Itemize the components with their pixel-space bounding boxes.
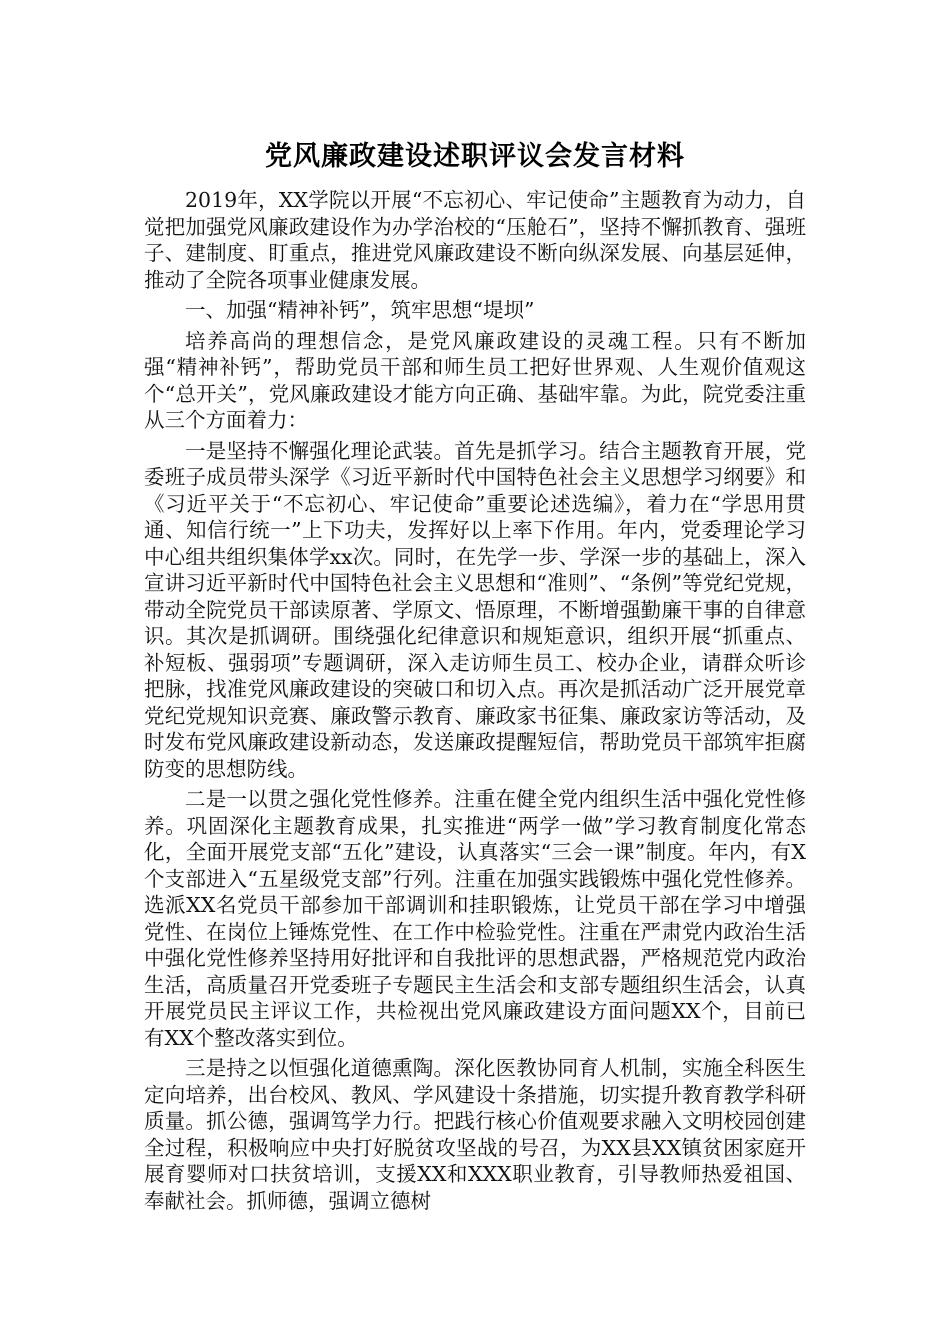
point-1-paragraph: 一是坚持不懈强化理论武装。首先是抓学习。结合主题教育开展，党委班子成员带头深学《习近平新时代中国特色社会主义思想学习纲要》和《习近平关于“不忘初心、牢记使命”重要论述选编》，着力在“学思用贯通、知信行统一”上下功夫，发挥好以上率下作用。年内，党委理论学习中心组共组织集体学xx次。同时，在先学一步、学深一步的基础上，深入宣讲习近平新时代中国特色社会主义思想和“准则”、“条例”等党纪党规，带动全院党员干部读原著、学原文、悟原理，不断增强勤廉干事的自律意识。其次是抓调研。围绕强化纪律意识和规矩意识，组织开展“抓重点、补短板、强弱项”专题调研，深入走访师生员工、校办企业，请群众听诊把脉，找准党风廉政建设的突破口和切入点。再次是抓活动广泛开展党章党纪党规知识竞赛、廉政警示教育、廉政家书征集、廉政家访等活动，及时发布党风廉政建设新动态，发送廉政提醒短信，帮助党员干部筑牢拒腐防变的思想防线。 [144,438,806,781]
point-2-paragraph: 二是一以贯之强化党性修养。注重在健全党内组织生活中强化党性修养。巩固深化主题教育成果，扎实推进“两学一做”学习教育制度化常态化，全面开展党支部“五化”建设，认真落实“三会一课”制度。年内，有X个支部进入“五星级党支部”行列。注重在加强实践锻炼中强化党性修养。选派XX名党员干部参加干部调训和挂职锻炼，让党员干部在学习中增强党性、在岗位上锤炼党性、在工作中检验党性。注重在严肃党内政治生活中强化党性修养坚持用好批评和自我批评的思想武器，严格规范党内政治生活，高质量召开党委班子专题民主生活会和支部专题组织生活会，认真开展党员民主评议工作，共检视出党风廉政建设方面问题XX个，目前已有XX个整改落实到位。 [144,787,806,1050]
document-body [144,135,806,1214]
point-3-paragraph: 三是持之以恒强化道德熏陶。深化医教协同育人机制，实施全科医生定向培养，出台校风、教风、学风建设十条措施，切实提升教育教学科研质量。抓公德，强调笃学力行。把践行核心价值观要求融入文明校园创建全过程，积极响应中央打好脱贫攻坚战的号召，为XX县XX镇贫困家庭开展育婴师对口扶贫培训，支援XX和XXX职业教育，引导教师热爱祖国、奉献社会。抓师德，强调立德树 [144,1056,806,1213]
intro-paragraph: 2019年，XX学院以开展“不忘初心、牢记使命”主题教育为动力，自觉把加强党风廉政建设作为办学治校的“压舱石”，坚持不懈抓教育、强班子、建制度、盯重点，推进党风廉政建设不断向纵深发展、向基层延伸，推动了全院各项事业健康发展。 [144,188,806,292]
section-1-paragraph: 培养高尚的理想信念，是党风廉政建设的灵魂工程。只有不断加强“精神补钙”，帮助党员干部和师生员工把好世界观、人生观价值观这个“总开关”，党风廉政建设才能方向正确、基础牢靠。为此，院党委注重从三个方面着力： [144,328,806,432]
document-title: 党风廉政建设述职评议会发言材料 [265,141,685,172]
section-heading-1: 一、加强“精神补钙”，筑牢思想“堤坝” [185,298,535,322]
